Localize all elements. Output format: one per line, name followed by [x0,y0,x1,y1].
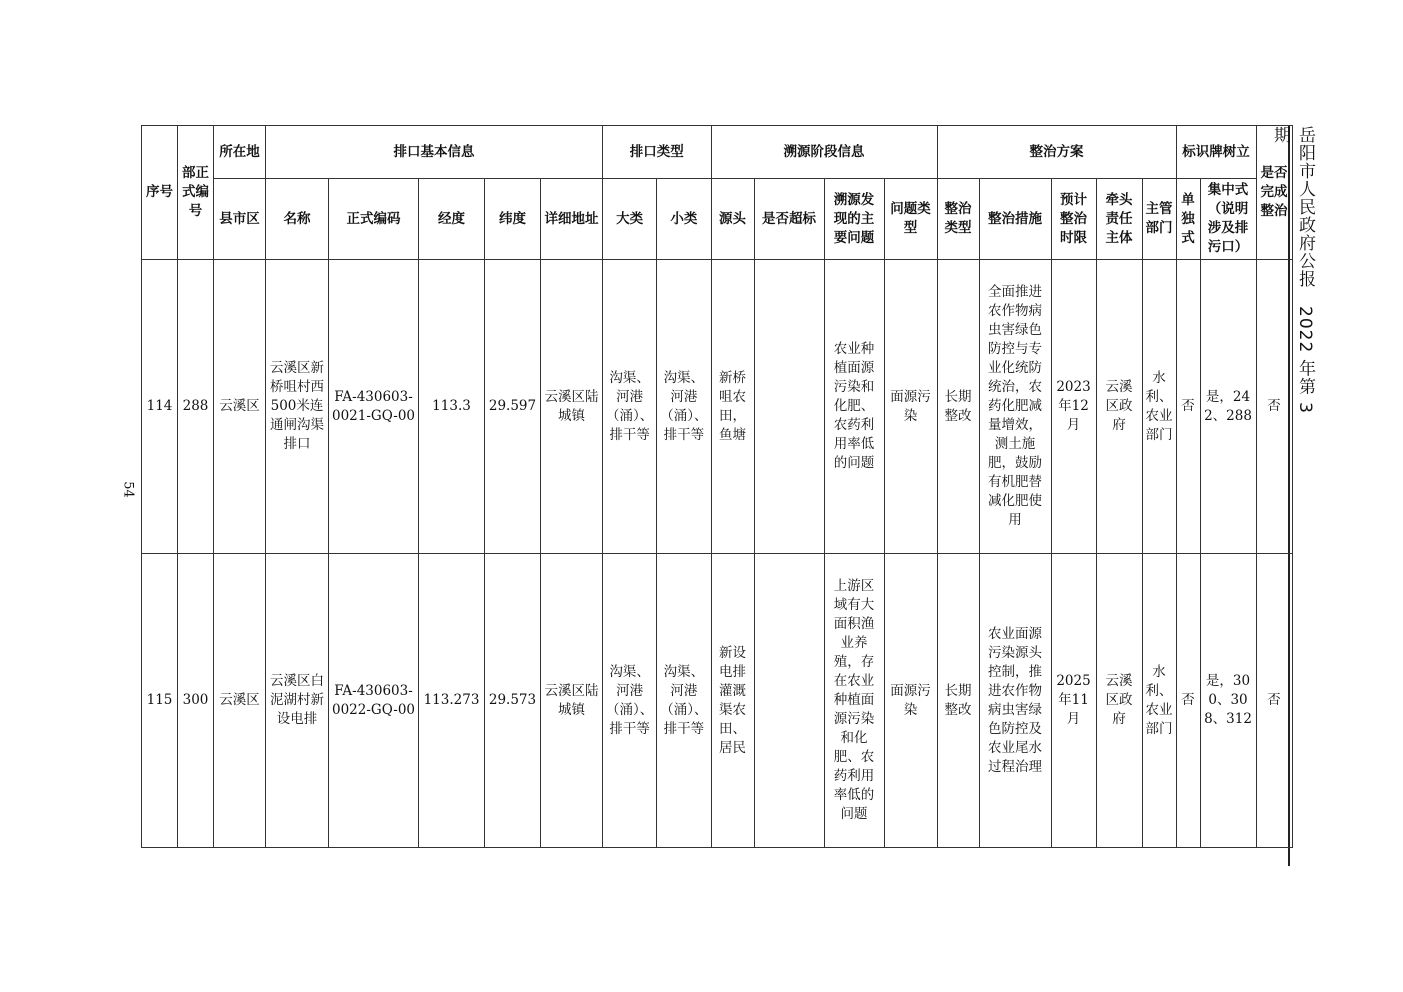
header-location-group: 所在地 [214,126,266,179]
header-row-1 [142,126,1293,179]
cell-county: 云溪区 [214,554,266,848]
cell-standalone: 否 [1176,554,1200,848]
header-outlet-type-group: 排口类型 [603,126,712,179]
header-deadline: 预计整治时限 [1051,179,1096,260]
cell-minor-type: 沟渠、河港（涌）、排干等 [657,260,711,554]
table-row [142,554,1293,848]
cell-name: 云溪区白泥湖村新设电排 [266,554,329,848]
header-standalone: 单独式 [1176,179,1200,260]
side-title: 岳阳市人民政府公报 2022 年第 3 期 [1270,126,1315,414]
cell-dept-code: 288 [178,260,214,554]
header-plan-type: 整治类型 [937,179,979,260]
cell-minor-type: 沟渠、河港（涌）、排干等 [657,554,711,848]
header-major-type: 大类 [603,179,657,260]
cell-official-code: FA-430603-0021-GQ-00 [329,260,419,554]
cell-deadline: 2023年12月 [1051,260,1096,554]
cell-issue-type: 面源污染 [884,260,937,554]
cell-latitude: 29.573 [485,554,541,848]
header-address: 详细地址 [541,179,603,260]
cell-lead-entity: 云溪区政府 [1096,260,1142,554]
header-sign-group: 标识牌树立 [1176,126,1256,179]
cell-source: 新设电排灌溉渠农田、居民 [711,554,754,848]
cell-centralized: 是，242、288 [1200,260,1256,554]
header-longitude: 经度 [419,179,485,260]
cell-longitude: 113.3 [419,260,485,554]
header-trace-group: 溯源阶段信息 [711,126,937,179]
cell-deadline: 2025年11月 [1051,554,1096,848]
header-dept-code: 部正式编号 [178,126,214,260]
cell-measures: 农业面源污染源头控制，推进农作物病虫害绿色防控及农业尾水过程治理 [979,554,1051,848]
header-latitude: 纬度 [485,179,541,260]
cell-latitude: 29.597 [485,260,541,554]
header-official-code: 正式编码 [329,179,419,260]
cell-seq: 115 [142,554,178,848]
cell-major-type: 沟渠、河港（涌）、排干等 [603,260,657,554]
cell-main-issue: 上游区域有大面积渔业养殖，存在农业种植面源污染和化肥、农药利用率低的问题 [824,554,884,848]
header-competent-dept: 主管部门 [1142,179,1176,260]
header-outlet-info-group: 排口基本信息 [266,126,603,179]
cell-competent-dept: 水利、农业部门 [1142,554,1176,848]
cell-measures: 全面推进农作物病虫害绿色防控与专业化统防统治，农药化肥减量增效，测土施肥，鼓励有机肥替减化肥使用 [979,260,1051,554]
table-row [142,260,1293,554]
cell-completed: 否 [1256,554,1292,848]
cell-exceeds [754,554,824,848]
header-measures: 整治措施 [979,179,1051,260]
header-centralized: 集中式（说明涉及排污口） [1200,179,1256,260]
cell-lead-entity: 云溪区政府 [1096,554,1142,848]
cell-competent-dept: 水利、农业部门 [1142,260,1176,554]
header-source: 源头 [711,179,754,260]
header-completed: 是否完成整治 [1256,126,1292,260]
cell-exceeds [754,260,824,554]
cell-standalone: 否 [1176,260,1200,554]
cell-address: 云溪区陆城镇 [541,260,603,554]
cell-issue-type: 面源污染 [884,554,937,848]
header-issue-type: 问题类型 [884,179,937,260]
header-lead-entity: 牵头责任主体 [1096,179,1142,260]
outlet-table [141,125,1293,848]
cell-main-issue: 农业种植面源污染和化肥、农药利用率低的问题 [824,260,884,554]
header-row-2 [142,179,1293,260]
cell-longitude: 113.273 [419,554,485,848]
cell-major-type: 沟渠、河港（涌）、排干等 [603,554,657,848]
page-number: 54 [120,481,136,498]
cell-completed: 否 [1256,260,1292,554]
cell-plan-type: 长期整改 [937,554,979,848]
cell-dept-code: 300 [178,554,214,848]
cell-county: 云溪区 [214,260,266,554]
cell-official-code: FA-430603-0022-GQ-00 [329,554,419,848]
header-exceeds: 是否超标 [754,179,824,260]
cell-seq: 114 [142,260,178,554]
cell-centralized: 是，300、308、312 [1200,554,1256,848]
header-name: 名称 [266,179,329,260]
header-main-issue: 溯源发现的主要问题 [824,179,884,260]
header-county: 县市区 [214,179,266,260]
cell-source: 新桥咀农田，鱼塘 [711,260,754,554]
cell-name: 云溪区新桥咀村西500米连通闸沟渠排口 [266,260,329,554]
cell-address: 云溪区陆城镇 [541,554,603,848]
header-minor-type: 小类 [657,179,711,260]
header-seq: 序号 [142,126,178,260]
cell-plan-type: 长期整改 [937,260,979,554]
header-plan-group: 整治方案 [937,126,1176,179]
